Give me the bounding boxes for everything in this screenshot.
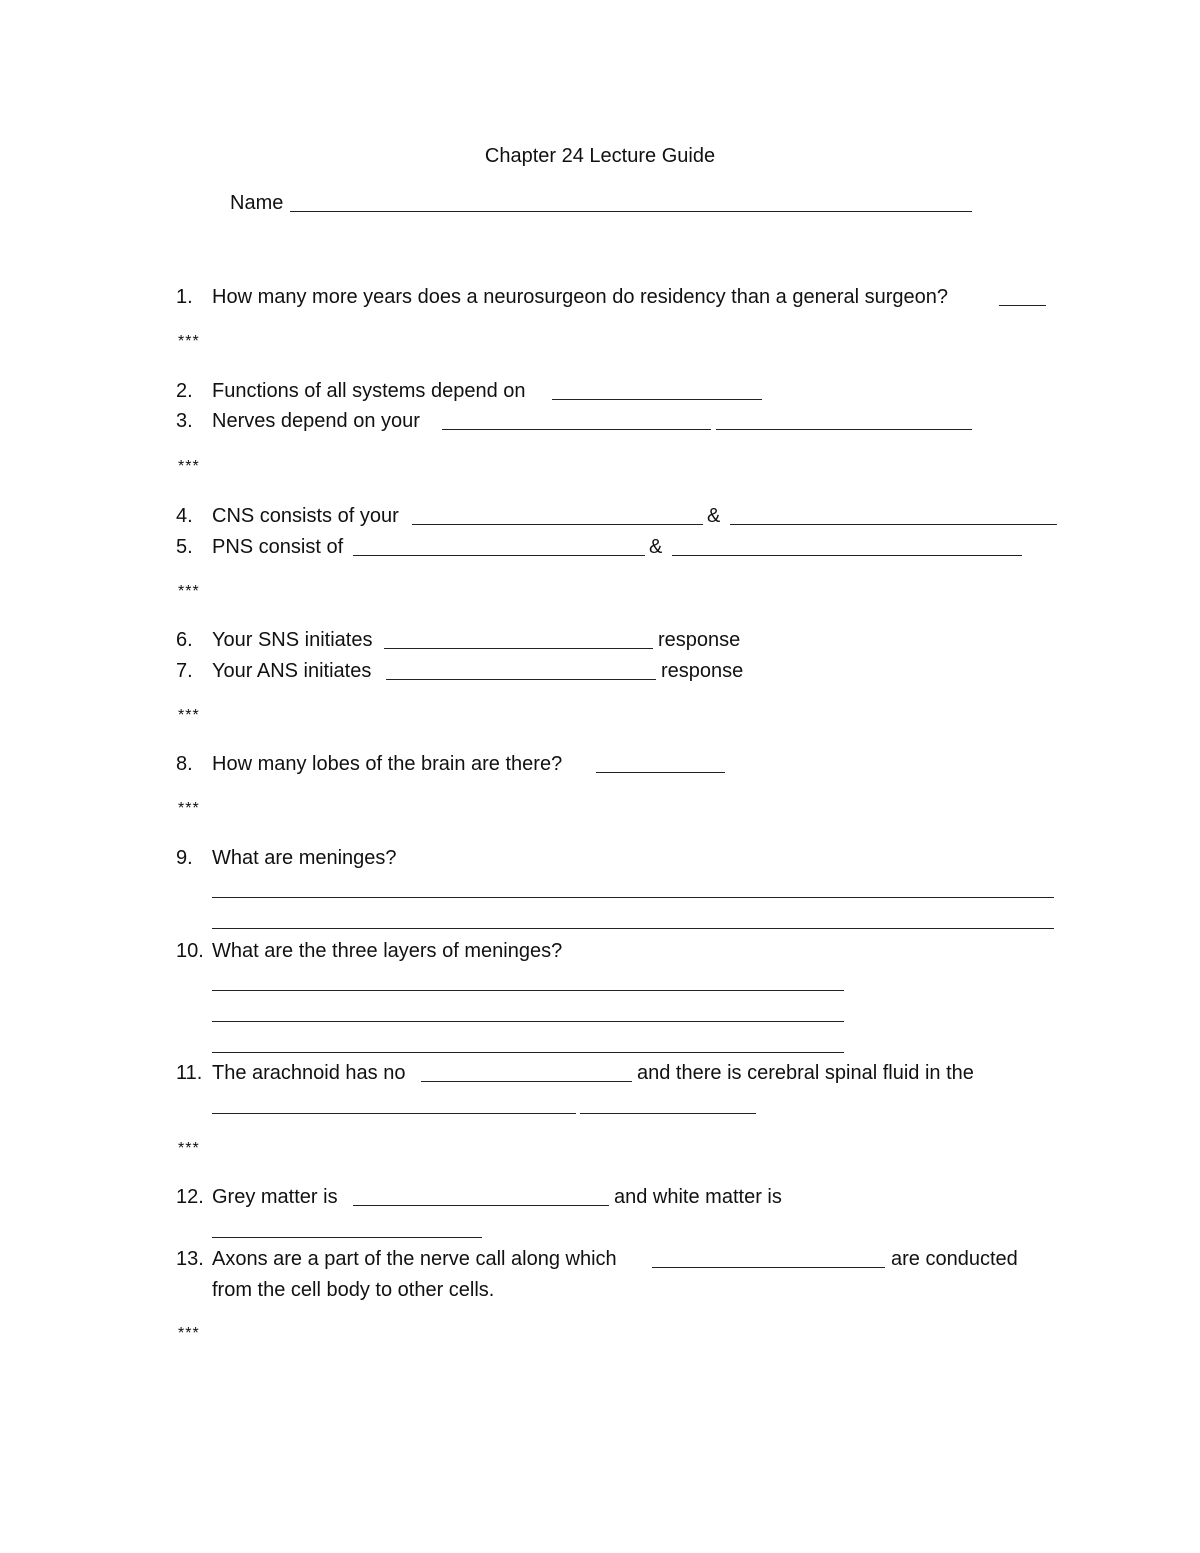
question-10-answer-line-1[interactable]: [212, 990, 844, 991]
question-3-blank-b[interactable]: [716, 429, 972, 430]
section-separator: ***: [178, 458, 200, 475]
question-8-text: How many lobes of the brain are there?: [212, 753, 563, 775]
question-4-ampersand: &: [707, 505, 721, 527]
section-separator: ***: [178, 1140, 200, 1157]
question-7-after: response: [661, 660, 744, 682]
question-7-text: Your ANS initiates: [212, 660, 372, 682]
question-5-text: PNS consist of: [212, 536, 344, 558]
question-10-number: 10.: [176, 940, 204, 962]
question-10-answer-line-2[interactable]: [212, 1021, 844, 1022]
question-7-number: 7.: [176, 660, 193, 682]
question-6-after: response: [658, 629, 741, 651]
question-13-text: Axons are a part of the nerve call along which: [212, 1248, 617, 1270]
question-9-text: What are meninges?: [212, 847, 397, 869]
question-11-blank-a[interactable]: [421, 1081, 632, 1082]
question-1-number: 1.: [176, 286, 193, 308]
question-10-text: What are the three layers of meninges?: [212, 940, 563, 962]
question-4-blank-a[interactable]: [412, 524, 703, 525]
question-12-number: 12.: [176, 1186, 204, 1208]
question-4-text: CNS consists of your: [212, 505, 399, 527]
question-13-line-2: from the cell body to other cells.: [212, 1279, 495, 1301]
question-6-number: 6.: [176, 629, 193, 651]
question-11-text: The arachnoid has no: [212, 1062, 406, 1084]
question-4-number: 4.: [176, 505, 193, 527]
section-separator: ***: [178, 583, 200, 600]
section-separator: ***: [178, 800, 200, 817]
section-separator: ***: [178, 333, 200, 350]
question-12-blank-a[interactable]: [353, 1205, 609, 1206]
question-9-answer-line-2[interactable]: [212, 928, 1054, 929]
page-title: Chapter 24 Lecture Guide: [484, 145, 716, 167]
question-6-blank[interactable]: [384, 648, 653, 649]
question-11-number: 11.: [176, 1062, 203, 1084]
question-2-number: 2.: [176, 380, 193, 402]
question-1-text: How many more years does a neurosurgeon do residency than a general surgeon?: [212, 286, 948, 308]
section-separator: ***: [178, 707, 200, 724]
question-13-blank[interactable]: [652, 1267, 885, 1268]
question-3-number: 3.: [176, 410, 193, 432]
question-9-number: 9.: [176, 847, 193, 869]
section-separator: ***: [178, 1325, 200, 1342]
question-11-blank-b[interactable]: [212, 1113, 576, 1114]
question-6-text: Your SNS initiates: [212, 629, 373, 651]
question-4-blank-b[interactable]: [730, 524, 1057, 525]
question-12-blank-b[interactable]: [212, 1237, 482, 1238]
question-8-number: 8.: [176, 753, 193, 775]
question-3-blank-a[interactable]: [442, 429, 711, 430]
question-5-number: 5.: [176, 536, 193, 558]
question-5-blank-a[interactable]: [353, 555, 645, 556]
question-7-blank[interactable]: [386, 679, 656, 680]
question-9-answer-line-1[interactable]: [212, 897, 1054, 898]
name-label: Name: [230, 192, 284, 214]
question-1-blank[interactable]: [999, 305, 1046, 306]
question-3-text: Nerves depend on your: [212, 410, 420, 432]
question-13-after: are conducted: [891, 1248, 1018, 1270]
question-11-after: and there is cerebral spinal fluid in the: [637, 1062, 974, 1084]
question-8-blank[interactable]: [596, 772, 725, 773]
question-2-text: Functions of all systems depend on: [212, 380, 526, 402]
question-13-number: 13.: [176, 1248, 204, 1270]
question-5-ampersand: &: [649, 536, 663, 558]
question-12-text: Grey matter is: [212, 1186, 338, 1208]
question-12-after: and white matter is: [614, 1186, 782, 1208]
question-5-blank-b[interactable]: [672, 555, 1022, 556]
name-blank[interactable]: [290, 211, 972, 212]
question-10-answer-line-3[interactable]: [212, 1052, 844, 1053]
question-2-blank[interactable]: [552, 399, 762, 400]
question-11-blank-c[interactable]: [580, 1113, 756, 1114]
